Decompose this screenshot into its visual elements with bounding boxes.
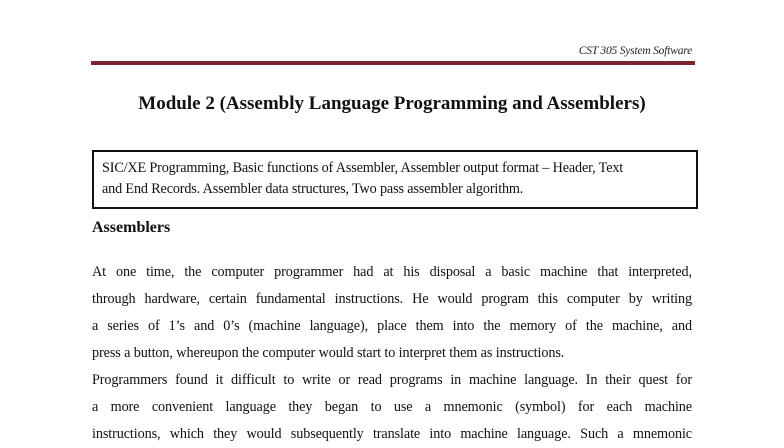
syllabus-topics-box	[92, 150, 698, 209]
paragraph-2-line-2: a more convenient language they began to use a mnemonic (symbol) for each machine	[92, 399, 692, 415]
paragraph-1	[92, 259, 692, 367]
header-rule	[91, 61, 695, 65]
paragraph-1-line-4: press a button, whereupon the computer would start to interpret them as instructions.	[92, 345, 565, 361]
section-heading: Assemblers	[92, 219, 171, 236]
paragraph-2	[92, 367, 692, 448]
paragraph-1-line-1: At one time, the computer programmer had at his disposal a basic machine that interpreted,	[92, 264, 692, 280]
paragraph-1-line-3: a series of 1’s and 0’s (machine language), place them into the memory of the machine, and	[92, 318, 692, 334]
module-title: Module 2 (Assembly Language Programming and Assemblers)	[138, 93, 646, 114]
running-header: CST 305 System Software	[578, 45, 692, 57]
topics-line-1: SIC/XE Programming, Basic functions of Assembler, Assembler output format – Header, Text	[102, 160, 624, 176]
paragraph-2-line-3: instructions, which they would subsequently translate into machine language. Such a mnemonic	[92, 426, 692, 442]
topics-line-2: and End Records. Assembler data structures, Two pass assembler algorithm.	[102, 181, 524, 197]
paragraph-2-line-1: Programmers found it difficult to write or read programs in machine language. In their quest for	[92, 372, 692, 388]
paragraph-1-line-2: through hardware, certain fundamental instructions. He would program this computer by writing	[92, 291, 692, 307]
